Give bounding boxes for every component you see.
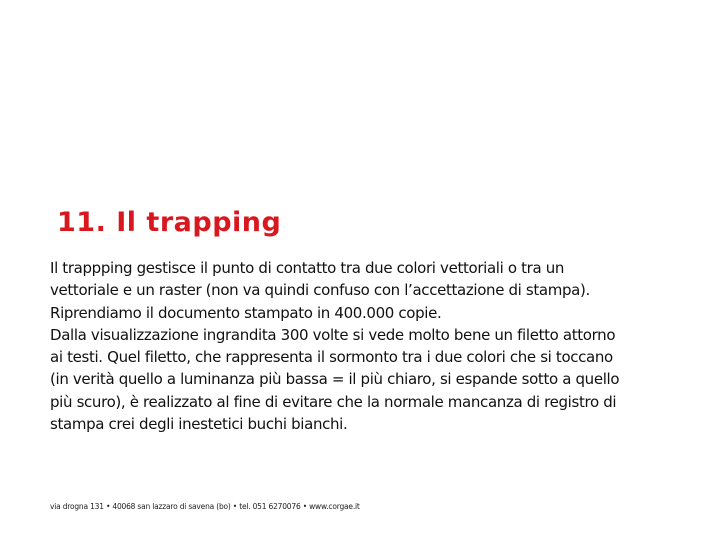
body-line: Dalla visualizzazione ingrandita 300 volte si vede molto bene un filetto attorno [50, 325, 616, 344]
body-paragraph [50, 257, 620, 435]
body-line: più scuro), è realizzato al fine di evitare che la normale mancanza di registro di [50, 392, 617, 411]
body-line: Il trappping gestisce il punto di contatto tra due colori vettoriali o tra un [50, 259, 565, 277]
body-line: (in verità quello a luminanza più bassa = il più chiaro, si espande sotto a quello [50, 370, 620, 389]
footer-contact: via drogna 131 • 40068 san lazzaro di savena (bo) • tel. 051 6270076 • www.corgae.it [50, 502, 360, 511]
body-line: Riprendiamo il documento stampato in 400.000 copie. [50, 303, 442, 322]
slide-title: 11. Il trapping [57, 207, 282, 238]
body-line: vettoriale e un raster (non va quindi confuso con l’accettazione di stampa). [50, 281, 590, 300]
body-line: stampa crei degli inestetici buchi bianchi. [50, 415, 348, 434]
body-line: ai testi. Quel filetto, che rappresenta il sormonto tra i due colori che si toccano [50, 348, 613, 367]
